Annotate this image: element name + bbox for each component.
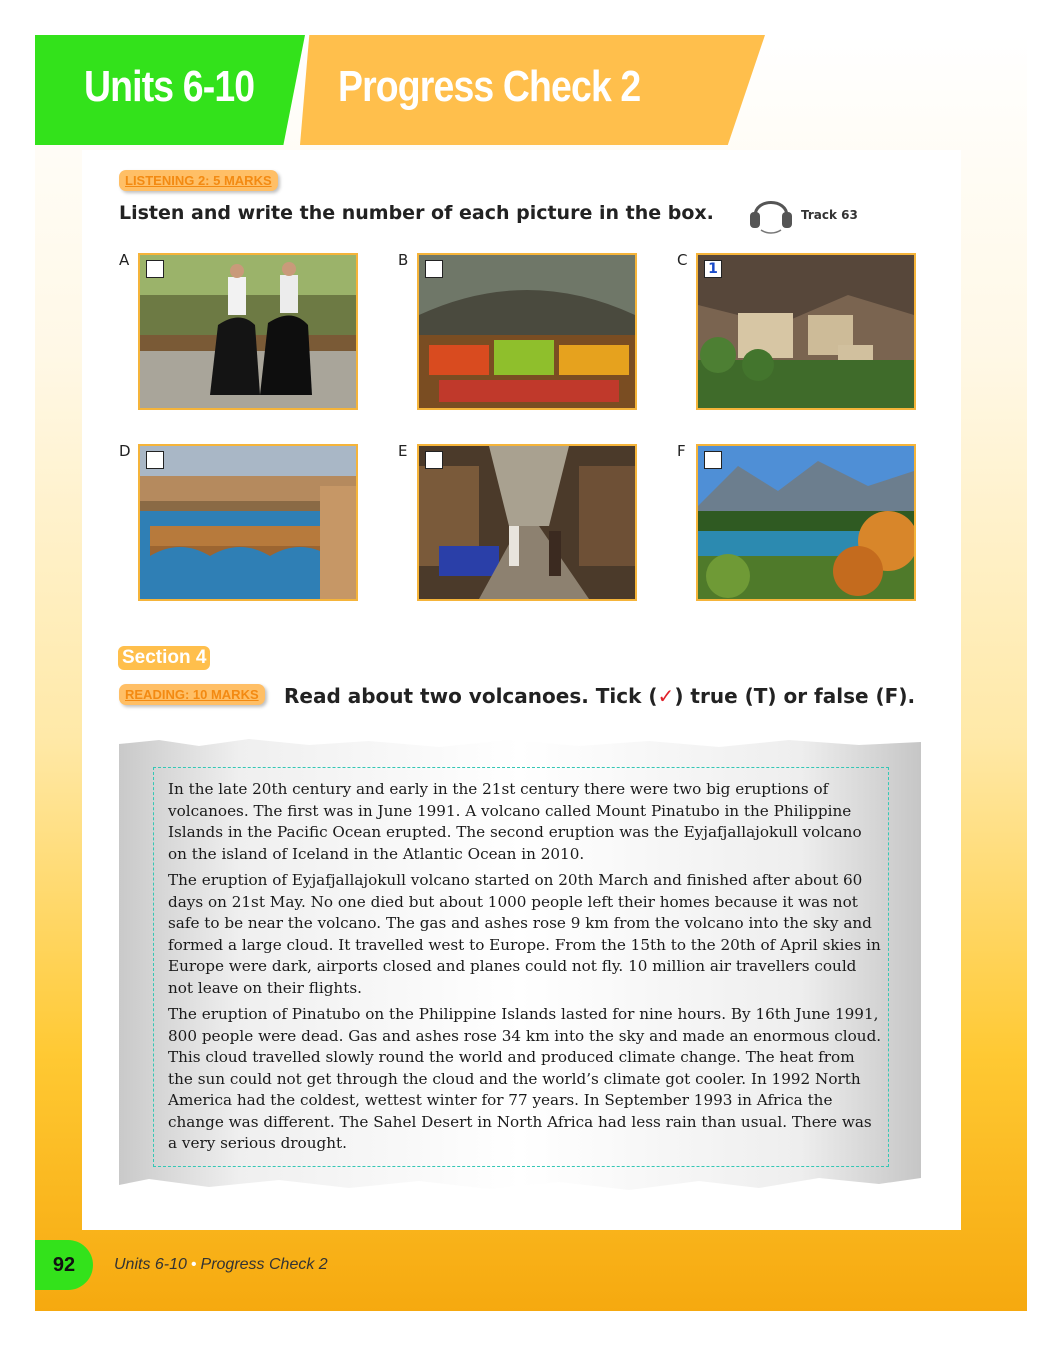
picture-d-river-bridges: [138, 444, 358, 601]
footer-units: Units 6-10: [114, 1256, 187, 1273]
headphones-icon: [747, 190, 795, 234]
picture-letter-b: B: [398, 251, 409, 269]
picture-c-mountain-village: [696, 253, 916, 410]
reading-marks-tag: READING: 10 MARKS: [119, 684, 265, 705]
picture-letter-c: C: [677, 251, 688, 269]
answer-box-e[interactable]: [425, 451, 443, 469]
listening-instruction: Listen and write the number of each picture in the box.: [119, 202, 714, 224]
answer-box-a[interactable]: [146, 260, 164, 278]
units-title: Units 6-10: [84, 62, 255, 111]
picture-e-covered-bazaar: [417, 444, 637, 601]
passage-paragraph-2: The eruption of Eyjafjallajokull volcano started on 20th March and finished after about 60 days on 21st May. No one died but about 1000 people left their homes because it was not safe to be near the volcano. The gas and ashes rose 9 km from the volcano into the sky and formed a large cloud. It travelled west to Europe. From the 15th to the 20th of April skies in Europe were dark, airports closed and planes could not fly. 10 million air travellers could not leave on their flights.: [168, 871, 881, 997]
picture-a-horse-riders: [138, 253, 358, 410]
footer-caption: [114, 1256, 328, 1274]
answer-box-f[interactable]: [704, 451, 722, 469]
progress-title: Progress Check 2: [338, 62, 641, 111]
picture-letter-d: D: [119, 442, 131, 460]
picture-b-market-hall: [417, 253, 637, 410]
picture-letter-a: A: [119, 251, 130, 269]
passage-paragraph-1: In the late 20th century and early in the 21st century there were two big eruptions of volcanoes. The first was in June 1991. A volcano called Mount Pinatubo in the Philippine Islands in the Pacific Ocean erupted. The second eruption was the Eyjafjallajokull volcano on the island of Iceland in the Atlantic Ocean in 2010.: [168, 780, 862, 863]
tick-mark: ✓: [657, 684, 675, 708]
listening-marks-tag: LISTENING 2: 5 MARKS: [119, 170, 278, 191]
reading-instruction-end: ) true (T) or false (F).: [674, 684, 916, 708]
picture-letter-f: F: [677, 442, 686, 460]
answer-box-d[interactable]: [146, 451, 164, 469]
footer-separator: •: [190, 1256, 197, 1273]
track-number: Track 63: [801, 208, 858, 222]
footer-title: Progress Check 2: [200, 1256, 328, 1273]
passage-paragraph-3: The eruption of Pinatubo on the Philippine Islands lasted for nine hours. By 16th June 1991, 800 people were dead. Gas and ashes rose 34 km into the sky and made an enormous cloud. This cloud travelled slowly round the world and produced climate change. The heat from the sun could not get through the cloud and the world’s climate got cooler. In 1992 North America had the coldest, wettest winter for 77 years. In September 1993 in Africa the change was different. The Sahel Desert in North Africa had less rain than usual. There was a very serious drought.: [168, 1005, 882, 1152]
reading-passage: [168, 779, 884, 1160]
picture-letter-e: E: [398, 442, 408, 460]
reading-instruction: [284, 684, 915, 708]
picture-f-mountain-lake: [696, 444, 916, 601]
answer-box-c[interactable]: 1: [704, 260, 722, 278]
answer-box-b[interactable]: [425, 260, 443, 278]
page-number: 92: [35, 1240, 93, 1290]
reading-instruction-start: Read about two volcanoes. Tick (: [284, 684, 658, 708]
section-label: Section 4: [118, 646, 210, 670]
